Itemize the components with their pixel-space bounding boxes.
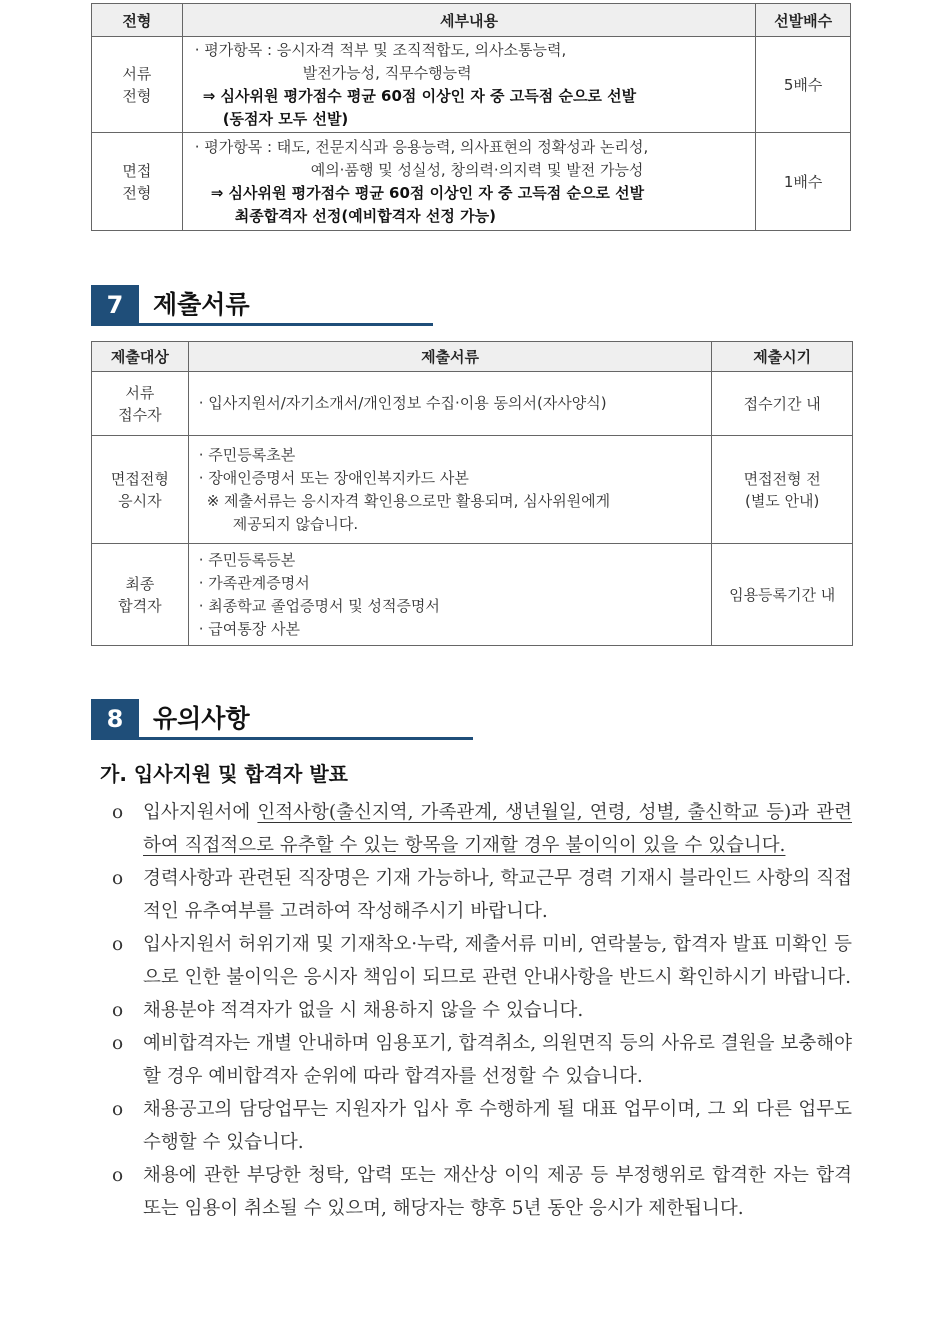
documents-table <box>91 341 853 646</box>
stage-cell: 면접 전형 <box>92 133 183 231</box>
list-item: o 입사지원서 허위기재 및 기재착오·누락, 제출서류 미비, 연락불능, 합격자 발표 미확인 등으로 인한 불이익은 응시자 책임이 되므로 관련 안내사항을 반드시 확인하시기 바랍니다. <box>112 928 852 994</box>
header-ratio: 선발배수 <box>756 4 851 37</box>
timing-cell: 면접전형 전 (별도 안내) <box>712 436 853 544</box>
list-item: o 예비합격자는 개별 안내하며 임용포기, 합격취소, 의원면직 등의 사유로 결원을 보충해야할 경우 예비합격자 순위에 따라 합격자를 선정할 수 있습니다. <box>112 1027 852 1093</box>
list-item: o 채용에 관한 부당한 청탁, 압력 또는 재산상 이익 제공 등 부정행위로 합격한 자는 합격 또는 임용이 취소될 수 있으며, 해당자는 향후 5년 동안 응시가 제한됩니다. <box>112 1159 852 1225</box>
ratio-cell: 1배수 <box>756 133 851 231</box>
bullet-marker: o <box>112 1099 124 1120</box>
bullet-marker: o <box>112 1033 124 1054</box>
documents-cell: · 입사지원서/자기소개서/개인정보 수집·이용 동의서(자사양식) <box>188 372 712 436</box>
section-title: 제출서류 <box>153 290 250 319</box>
subsection-heading: 가. 입사지원 및 합격자 발표 <box>100 762 348 786</box>
header-detail: 세부내용 <box>182 4 756 37</box>
notes-list <box>112 796 852 1225</box>
bullet-marker: o <box>112 1165 124 1186</box>
timing-cell: 임용등록기간 내 <box>712 544 853 646</box>
list-item: o 채용공고의 담당업무는 지원자가 입사 후 수행하게 될 대표 업무이며, 그 외 다른 업무도 수행할 수 있습니다. <box>112 1093 852 1159</box>
table-row <box>92 544 853 646</box>
ratio-cell: 5배수 <box>756 37 851 133</box>
table-row <box>92 37 851 133</box>
selection-table <box>91 3 851 231</box>
bullet-marker: o <box>112 934 124 955</box>
target-cell: 서류 접수자 <box>92 372 189 436</box>
list-item: o 채용분야 적격자가 없을 시 채용하지 않을 수 있습니다. <box>112 994 852 1027</box>
bullet-marker: o <box>112 1000 124 1021</box>
documents-cell: · 주민등록등본 · 가족관계증명서 · 최종학교 졸업증명서 및 성적증명서 · 급여통장 사본 <box>188 544 712 646</box>
detail-cell: · 평가항목 : 응시자격 적부 및 조직적합도, 의사소통능력, 발전가능성, 직무수행능력 ⇒ 심사위원 평가점수 평균 60점 이상인 자 중 고득점 순으로 선발 (동점자 모두 선발) <box>182 37 756 133</box>
documents-cell: · 주민등록초본 · 장애인증명서 또는 장애인복지카드 사본 ※ 제출서류는 응시자격 확인용으로만 활용되며, 심사위원에게 제공되지 않습니다. <box>188 436 712 544</box>
underlined-text: 인적사항(출신지역, 가족관계, 생년월일, 연령, 성별, 출신학교 등)과 관련하여 직접적으로 유추할 수 있는 항목을 기재할 경우 불이익이 있을 수 있습니다. <box>143 802 852 856</box>
header-documents: 제출서류 <box>188 342 712 372</box>
header-target: 제출대상 <box>92 342 189 372</box>
list-item: o 입사지원서에 인적사항(출신지역, 가족관계, 생년월일, 연령, 성별, 출신학교 등)과 관련하여 직접적으로 유추할 수 있는 항목을 기재할 경우 불이익이 있을 수 있습니다. <box>112 796 852 862</box>
bullet-marker: o <box>112 868 124 889</box>
list-item: o 경력사항과 관련된 직장명은 기재 가능하나, 학교근무 경력 기재시 블라인드 사항의 직접적인 유추여부를 고려하여 작성해주시기 바랍니다. <box>112 862 852 928</box>
section-underline <box>91 323 433 326</box>
section-underline <box>91 737 473 740</box>
section-title: 유의사항 <box>153 704 250 733</box>
stage-cell: 서류 전형 <box>92 37 183 133</box>
table-row <box>92 436 853 544</box>
timing-cell: 접수기간 내 <box>712 372 853 436</box>
section-number: 7 <box>91 285 139 325</box>
header-timing: 제출시기 <box>712 342 853 372</box>
detail-cell: · 평가항목 : 태도, 전문지식과 응용능력, 의사표현의 정확성과 논리성, 예의·품행 및 성실성, 창의력·의지력 및 발전 가능성 ⇒ 심사위원 평가점수 평균 60점 이상인 자 중 고득점 순으로 선발 최종합격자 선정(예비합격자 선정 가능) <box>182 133 756 231</box>
target-cell: 최종 합격자 <box>92 544 189 646</box>
header-stage: 전형 <box>92 4 183 37</box>
target-cell: 면접전형 응시자 <box>92 436 189 544</box>
table-row <box>92 372 853 436</box>
bullet-marker: o <box>112 802 124 823</box>
table-row <box>92 133 851 231</box>
section-number: 8 <box>91 699 139 739</box>
